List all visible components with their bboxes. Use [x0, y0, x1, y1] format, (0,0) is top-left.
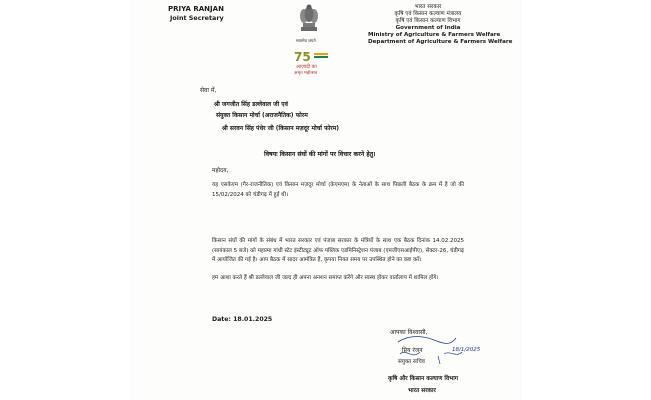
header-right-line: Department of Agriculture & Farmers Welfare — [368, 39, 513, 45]
letter-page — [132, 0, 520, 400]
signer-title-hi: संयुक्त सचिव — [398, 359, 425, 365]
sign-off: आपका विश्वासी, — [390, 329, 428, 336]
logo-line1: आज़ादी का — [296, 64, 317, 70]
signer-name-hi: प्रिय रंजन — [402, 347, 423, 354]
national-emblem-icon — [295, 3, 323, 37]
azadi-ka-amrit-mahotsav-logo — [292, 50, 330, 80]
addressee-line2: संयुक्त किसान मोर्चा (अराजनैतिक) फोरम — [216, 112, 308, 119]
handwritten-signature — [390, 332, 470, 376]
header-right — [368, 4, 513, 46]
flag-stripe-saffron — [314, 53, 328, 55]
header-right-line: Ministry of Agriculture & Farmers Welfare — [368, 32, 501, 38]
logo-number: 75 — [294, 50, 311, 64]
sender-title: Joint Secretary — [170, 14, 224, 22]
greeting: महोदय, — [212, 168, 229, 174]
addressee-line3: श्री सरवन सिंह पंधेर जी (किसान मज़दूर मोर्चा फोरम) — [222, 125, 340, 132]
addressee-line1: श्री जगजीत सिंह डल्लेवाल जी एवं — [214, 101, 288, 108]
header-right-line: भारत सरकार — [414, 4, 442, 10]
flag-stripe-green — [314, 56, 328, 58]
signer-govt-hi: भारत सरकार — [408, 388, 436, 394]
emblem-caption: सत्यमेव जयते — [296, 38, 316, 43]
header-right-line: कृषि एवं किसान कल्याण मंत्रालय — [394, 11, 462, 17]
salutation: सेवा में, — [200, 87, 217, 94]
signature-date: 18/1/2025 — [452, 347, 481, 353]
header-right-line: Government of India — [395, 25, 461, 31]
paragraph-2: किसान संघों की मांगों के संबंध में भारत सरकार एवं पंजाब सरकार के मंत्रियों के साथ एक बैठक दिनांक 14.02.2025 (सायंकाल 5 बजे) को महात्मा गांधी स्टेट इंस्टीट्यूट ऑफ पब्लिक एडमिनिस्ट्रेशन पंजाब (एमजीएसआईपीए), सेक्टर-26, चंडीगढ़ में आयोजित की गई है। आप बैठक में सादर आमंत्रित हैं, कृपया नियत समय पर उपस्थित होने का कष्ट करें। — [212, 238, 464, 264]
sender-name: PRIYA RANJAN — [168, 5, 224, 13]
signer-dept-hi: कृषि और किसान कल्याण विभाग — [388, 376, 458, 382]
paragraph-3: हम आशा करते हैं श्री डल्लेवाल जी जल्द ही अपना अनशन समाप्त करेंगे और स्वस्थ होकर वार्तालाप में शामिल होंगे। — [212, 275, 439, 281]
paragraph-1: यह एसकेएम (गैर-राजनीतिक) एवं किसान मज़दूर मोर्चा (केएमएम) के नेताओं के साथ पिछली बैठक के क्रम में है जो की 15/02/2024 को चंडीगढ़ में हुई थी। — [212, 182, 464, 198]
subject-line: विषयः किसान संघों की मांगों पर विचार करने हेतु। — [264, 151, 376, 158]
header-right-line: कृषि एवं किसान कल्याण विभाग — [395, 18, 461, 24]
date-line: Date: 18.01.2025 — [212, 316, 273, 323]
logo-line2: अमृत महोत्सव — [294, 71, 318, 76]
